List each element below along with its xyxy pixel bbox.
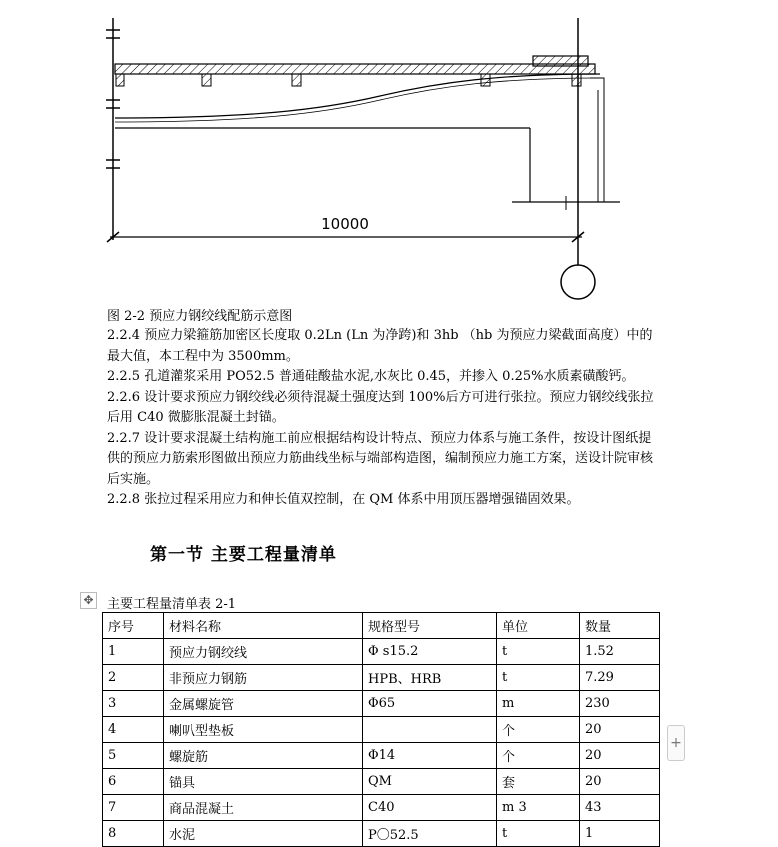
table-cell: t [497,639,580,665]
table-row [103,769,660,795]
table-cell: HPB、HRB [363,665,497,691]
table-cell: Φ65 [363,691,497,717]
paragraph-2-2-5: 2.2.5 孔道灌浆采用 PO52.5 普通硅酸盐水泥,水灰比 0.45，并掺入 0.25%水质素磺酸钙。 [107,369,635,384]
table-cell: 预应力钢绞线 [164,639,363,665]
table-cell: 4 [103,717,164,743]
section-title: 第一节 主要工程量清单 [150,545,337,565]
table-cell: 7 [103,795,164,821]
table-cell: C40 [363,795,497,821]
header-cell: 数量 [580,613,660,639]
axis-bubble [561,265,595,299]
table-cell [363,717,497,743]
table-row [103,795,660,821]
prestress-tendon-drawing [0,0,778,300]
table-cell: 3 [103,691,164,717]
table-row [103,743,660,769]
spec-paragraphs [107,326,663,511]
table-header-row [103,613,660,639]
table-cell: 1 [580,821,660,847]
table-cell: Φ s15.2 [363,639,497,665]
move-icon[interactable]: ✥ [80,592,97,609]
table-caption: 主要工程量清单表 2-1 [107,597,237,612]
table-cell: 个 [497,743,580,769]
paragraph-2-2-6: 2.2.6 设计要求预应力钢绞线必须待混凝土强度达到 100%后方可进行张拉。预应力钢绞线张拉后用 C40 微膨胀混凝土封锚。 [107,389,654,425]
table-row [103,691,660,717]
paragraph-2-2-7: 2.2.7 设计要求混凝土结构施工前应根据结构设计特点、预应力体系与施工条件，按设计图纸提供的预应力筋索形图做出预应力筋曲线坐标与端部构造图，编制预应力施工方案，送设计院审核后实施。 [107,430,654,487]
table-row [103,821,660,847]
table-cell: 螺旋筋 [164,743,363,769]
table-cell: t [497,665,580,691]
table-cell: 锚具 [164,769,363,795]
slab [115,64,595,74]
quantity-table [102,612,660,847]
table-cell: 20 [580,769,660,795]
table-cell: 5 [103,743,164,769]
dimension-label: 10000 [321,215,369,233]
table-cell: m [497,691,580,717]
tendon-curve [115,74,600,118]
slab-end-block [533,56,588,66]
table-cell: 6 [103,769,164,795]
table-cell: P〇52.5 [363,821,497,847]
table-cell: 230 [580,691,660,717]
table-cell: 20 [580,717,660,743]
table-cell: 8 [103,821,164,847]
table-cell: 20 [580,743,660,769]
table-cell: 商品混凝土 [164,795,363,821]
paragraph-2-2-8: 2.2.8 张拉过程采用应力和伸长值双控制，在 QM 体系中用顶压器增强锚固效果。 [107,492,580,507]
table-row [103,717,660,743]
table-cell: QM [363,769,497,795]
table-cell: 金属螺旋管 [164,691,363,717]
table-cell: 个 [497,717,580,743]
table-cell: 2 [103,665,164,691]
table-cell: 7.29 [580,665,660,691]
table-cell: 喇叭型垫板 [164,717,363,743]
table-cell: 43 [580,795,660,821]
table-cell: 水泥 [164,821,363,847]
table-cell: m 3 [497,795,580,821]
header-cell: 序号 [103,613,164,639]
table-cell: t [497,821,580,847]
header-cell: 规格型号 [363,613,497,639]
header-cell: 材料名称 [164,613,363,639]
table-cell: 套 [497,769,580,795]
table-cell: 1.52 [580,639,660,665]
table-row [103,639,660,665]
figure-caption: 图 2-2 预应力钢绞线配筋示意图 [107,309,293,324]
paragraph-2-2-4: 2.2.4 预应力梁箍筋加密区长度取 0.2Ln (Ln 为净跨)和 3hb （hb 为预应力梁截面高度）中的最大值，本工程中为 3500mm。 [107,328,653,364]
table-cell: Φ14 [363,743,497,769]
table-cell: 非预应力钢筋 [164,665,363,691]
plus-icon[interactable]: + [667,725,685,761]
table-cell: 1 [103,639,164,665]
table-row [103,665,660,691]
header-cell: 单位 [497,613,580,639]
